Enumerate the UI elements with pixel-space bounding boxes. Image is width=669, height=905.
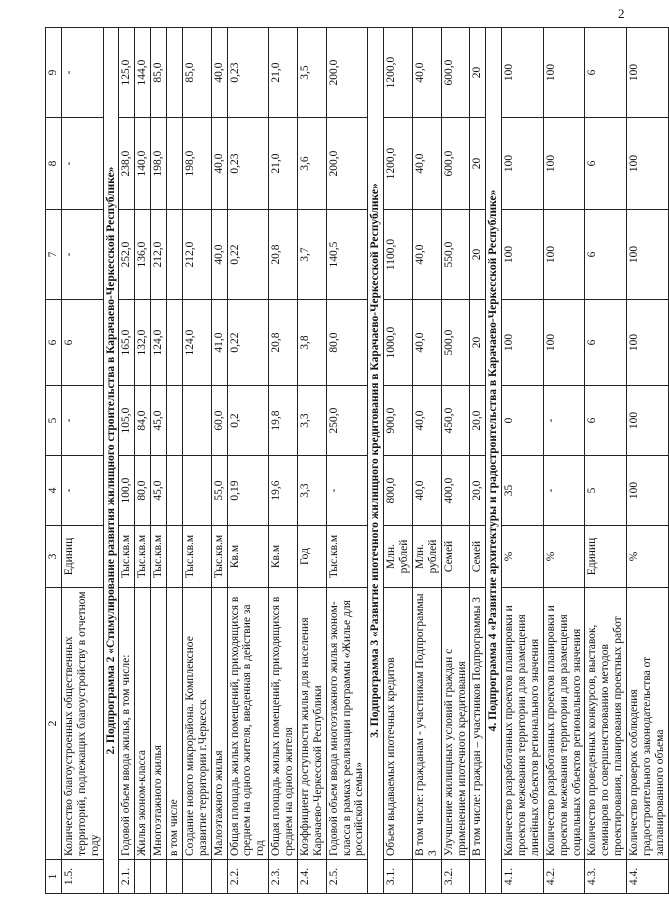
value-cell: 40,0 [412, 456, 441, 526]
table-row [543, 28, 585, 894]
value-cell: - [61, 456, 103, 526]
unit-cell: Кв.м [269, 526, 298, 588]
value-cell: 20,0 [470, 386, 486, 456]
table-row [412, 28, 441, 894]
indicator-name: Количество благоустроенных общественных территорий, подлежащих благоустройству в отчетном году [61, 588, 103, 860]
value-cell: 198,0 [151, 118, 167, 210]
section-row [103, 28, 119, 894]
value-cell: - [326, 456, 368, 526]
value-cell: 100 [543, 210, 585, 300]
value-cell: 252,0 [119, 210, 135, 300]
value-cell: 0,23 [227, 28, 269, 118]
table-row [119, 28, 135, 894]
row-number: 4.1. [502, 860, 544, 894]
indicator-name: Жилья эконом-класса [135, 588, 151, 860]
section-row [486, 28, 502, 894]
table-row [61, 28, 103, 894]
row-number: 4.3. [585, 860, 627, 894]
row-number [151, 860, 167, 894]
column-header: 3 [46, 526, 62, 588]
value-cell: 60,0 [211, 386, 227, 456]
unit-cell: Единиц [61, 526, 103, 588]
value-cell: 1100,0 [384, 210, 413, 300]
table-row [585, 28, 627, 894]
value-cell: 0,22 [227, 300, 269, 386]
row-number: 2.5. [326, 860, 368, 894]
value-cell: 0,19 [227, 456, 269, 526]
value-cell [167, 118, 183, 210]
indicator-name: Годовой объем ввода многоэтажного жилья эконом-класса в рамках реализации программы «Жилье для российской семьи» [326, 588, 368, 860]
value-cell: 40,0 [412, 300, 441, 386]
row-number: 3.2. [441, 860, 470, 894]
value-cell: - [543, 456, 585, 526]
value-cell: 100 [627, 456, 669, 526]
unit-cell: Кв.м [227, 526, 269, 588]
row-number [182, 860, 211, 894]
indicator-name: Общая площадь жилых помещений, приходящихся в среднем на одного жителя [269, 588, 298, 860]
value-cell [167, 210, 183, 300]
column-header: 7 [46, 210, 62, 300]
value-cell: 84,0 [135, 386, 151, 456]
value-cell: 100 [502, 210, 544, 300]
indicator-name: Создание нового микрорайона. Комплексное развитие территории г.Черкесск [182, 588, 211, 860]
table-row [135, 28, 151, 894]
value-cell: 20 [470, 28, 486, 118]
value-cell: 550,0 [441, 210, 470, 300]
value-cell: 100 [543, 300, 585, 386]
value-cell: 100 [543, 28, 585, 118]
value-cell [182, 386, 211, 456]
unit-cell: Семей [441, 526, 470, 588]
value-cell: 212,0 [182, 210, 211, 300]
document-body [45, 28, 666, 894]
unit-cell: Год [297, 526, 326, 588]
value-cell: 45,0 [151, 386, 167, 456]
page-number: 2 [618, 6, 625, 21]
indicator-name: Годовой объем ввода жилья, в том числе: [119, 588, 135, 860]
unit-cell: Единиц [585, 526, 627, 588]
value-cell: 100 [502, 28, 544, 118]
value-cell: 105,0 [119, 386, 135, 456]
unit-cell: Тыс.кв.м [182, 526, 211, 588]
value-cell: 55,0 [211, 456, 227, 526]
column-header: 9 [46, 28, 62, 118]
value-cell: 100 [502, 118, 544, 210]
value-cell: 136,0 [135, 210, 151, 300]
value-cell: 100 [502, 300, 544, 386]
value-cell: 80,0 [326, 300, 368, 386]
section-title: 4. Подпрограмма 4 «Развитие архитектуры и градостроительства в Карачаево-Черкесской Республике» [486, 28, 502, 894]
value-cell: 238,0 [119, 118, 135, 210]
value-cell: 500,0 [441, 300, 470, 386]
value-cell: 20,0 [470, 456, 486, 526]
indicator-name: Общая площадь жилых помещений, приходящихся в среднем на одного жителя, введенная в действие за год [227, 588, 269, 860]
value-cell: 19,8 [269, 386, 298, 456]
value-cell: 40,0 [412, 118, 441, 210]
value-cell: - [61, 210, 103, 300]
value-cell: 100,0 [119, 456, 135, 526]
indicator-name: Количество разработанных проектов планировки и проектов межевания территории для размещения линейных объектов регионального значения [502, 588, 544, 860]
value-cell: 1000,0 [384, 300, 413, 386]
value-cell [167, 28, 183, 118]
table-row [326, 28, 368, 894]
value-cell: 40,0 [211, 210, 227, 300]
row-number [211, 860, 227, 894]
unit-cell: % [543, 526, 585, 588]
value-cell: 100 [627, 210, 669, 300]
value-cell: 40,0 [412, 28, 441, 118]
row-number [412, 860, 441, 894]
value-cell: 5 [585, 456, 627, 526]
value-cell: 400,0 [441, 456, 470, 526]
value-cell: 40,0 [412, 210, 441, 300]
value-cell: 600,0 [441, 28, 470, 118]
value-cell: - [61, 28, 103, 118]
value-cell: 200,0 [326, 28, 368, 118]
value-cell: 3,6 [297, 118, 326, 210]
unit-cell: % [627, 526, 669, 588]
indicator-name: Объем выдаваемых ипотечных кредитов [384, 588, 413, 860]
unit-cell: Тыс.кв.м [119, 526, 135, 588]
value-cell: 100 [627, 118, 669, 210]
value-cell [182, 456, 211, 526]
indicator-name: Многоэтажного жилья [151, 588, 167, 860]
value-cell: 0,23 [227, 118, 269, 210]
value-cell: 40,0 [211, 118, 227, 210]
value-cell: 3,3 [297, 386, 326, 456]
value-cell: 100 [627, 28, 669, 118]
table-row [227, 28, 269, 894]
row-number: 2.4. [297, 860, 326, 894]
row-number [135, 860, 151, 894]
value-cell: 0 [502, 386, 544, 456]
column-header: 1 [46, 860, 62, 894]
value-cell: 6 [585, 28, 627, 118]
value-cell: 20 [470, 118, 486, 210]
value-cell [167, 456, 183, 526]
value-cell: 20 [470, 300, 486, 386]
unit-cell: Тыс.кв.м [211, 526, 227, 588]
value-cell: 165,0 [119, 300, 135, 386]
value-cell: 198,0 [182, 118, 211, 210]
indicator-name: Количество проверок соблюдения градостроительного законодательства от запланированного объема [627, 588, 669, 860]
unit-cell: Тыс.кв.м [326, 526, 368, 588]
value-cell: 900,0 [384, 386, 413, 456]
value-cell: 800,0 [384, 456, 413, 526]
table-row [384, 28, 413, 894]
row-number: 1.5. [61, 860, 103, 894]
value-cell: 40,0 [211, 28, 227, 118]
row-number [470, 860, 486, 894]
value-cell: 0,2 [227, 386, 269, 456]
column-header: 8 [46, 118, 62, 210]
indicator-name: Малоэтажного жилья [211, 588, 227, 860]
value-cell: - [543, 386, 585, 456]
unit-cell: Млн. рублей [412, 526, 441, 588]
unit-cell: Тыс.кв.м [151, 526, 167, 588]
table-row [627, 28, 669, 894]
indicator-name: Количество проведенных конкурсов, выставок, семинаров по совершенствованию методов проектирования, планирования проектных работ [585, 588, 627, 860]
unit-cell: % [502, 526, 544, 588]
indicator-name: в том числе [167, 588, 183, 860]
section-title: 3. Подпрограмма 3 «Развитие ипотечного жилищного кредитования в Карачаево-Черкесской Республике» [368, 28, 384, 894]
indicator-name: В том числе: гражданам - участникам Подпрограммы 3 [412, 588, 441, 860]
row-number: 2.2. [227, 860, 269, 894]
value-cell: 85,0 [182, 28, 211, 118]
unit-cell [167, 526, 183, 588]
value-cell: 600,0 [441, 118, 470, 210]
row-number: 4.2. [543, 860, 585, 894]
value-cell: 21,0 [269, 118, 298, 210]
section-row [368, 28, 384, 894]
value-cell: 19,6 [269, 456, 298, 526]
value-cell: 6 [585, 386, 627, 456]
value-cell: 200,0 [326, 118, 368, 210]
table-row [151, 28, 167, 894]
column-header: 4 [46, 456, 62, 526]
row-number: 2.1. [119, 860, 135, 894]
unit-cell: Семей [470, 526, 486, 588]
unit-cell: Тыс.кв.м [135, 526, 151, 588]
value-cell: - [61, 386, 103, 456]
table-row [182, 28, 211, 894]
indicator-name: Улучшение жилищных условий граждан с применением ипотечного кредитования [441, 588, 470, 860]
value-cell: 6 [585, 118, 627, 210]
column-header: 6 [46, 300, 62, 386]
value-cell: 21,0 [269, 28, 298, 118]
value-cell: 20,8 [269, 210, 298, 300]
header-row [46, 28, 62, 894]
value-cell: 6 [585, 210, 627, 300]
row-number: 4.4. [627, 860, 669, 894]
value-cell: 35 [502, 456, 544, 526]
unit-cell: Млн. рублей [384, 526, 413, 588]
value-cell: 0,22 [227, 210, 269, 300]
value-cell: 41,0 [211, 300, 227, 386]
value-cell: 3,7 [297, 210, 326, 300]
value-cell: 100 [627, 300, 669, 386]
table-row [297, 28, 326, 894]
value-cell: 124,0 [151, 300, 167, 386]
value-cell: 40,0 [412, 386, 441, 456]
value-cell: 85,0 [151, 28, 167, 118]
indicator-name: Количество разработанных проектов планировки и проектов межевания территории для размещения социальных объектов регионального значения [543, 588, 585, 860]
value-cell: 124,0 [182, 300, 211, 386]
row-number: 2.3. [269, 860, 298, 894]
table-row [470, 28, 486, 894]
value-cell [167, 386, 183, 456]
value-cell: 100 [543, 118, 585, 210]
indicator-name: Коэффициент доступности жилья для населения Карачаево-Черкесской Республики [297, 588, 326, 860]
value-cell: - [61, 118, 103, 210]
rotated-table-area [45, 28, 666, 894]
value-cell: 6 [585, 300, 627, 386]
table-row [502, 28, 544, 894]
value-cell: 144,0 [135, 28, 151, 118]
value-cell [167, 300, 183, 386]
table-row [441, 28, 470, 894]
table-row [211, 28, 227, 894]
value-cell: 6 [61, 300, 103, 386]
row-number [167, 860, 183, 894]
value-cell: 140,5 [326, 210, 368, 300]
value-cell: 250,0 [326, 386, 368, 456]
value-cell: 45,0 [151, 456, 167, 526]
section-title: 2. Подпрограмма 2 «Стимулирование развития жилищного строительства в Карачаево-Черкесской Республике» [103, 28, 119, 894]
column-header: 2 [46, 588, 62, 860]
value-cell: 80,0 [135, 456, 151, 526]
value-cell: 132,0 [135, 300, 151, 386]
table-row [167, 28, 183, 894]
value-cell: 1200,0 [384, 118, 413, 210]
value-cell: 140,0 [135, 118, 151, 210]
value-cell: 3,3 [297, 456, 326, 526]
indicator-name: В том числе: граждан – участников Подпрограммы 3 [470, 588, 486, 860]
row-number: 3.1. [384, 860, 413, 894]
table-row [269, 28, 298, 894]
column-header: 5 [46, 386, 62, 456]
table-body [46, 28, 669, 894]
value-cell: 212,0 [151, 210, 167, 300]
value-cell: 100 [627, 386, 669, 456]
value-cell: 3,5 [297, 28, 326, 118]
value-cell: 20 [470, 210, 486, 300]
indicators-table [45, 27, 669, 894]
value-cell: 450,0 [441, 386, 470, 456]
value-cell: 20,8 [269, 300, 298, 386]
value-cell: 3,8 [297, 300, 326, 386]
value-cell: 1200,0 [384, 28, 413, 118]
value-cell: 125,0 [119, 28, 135, 118]
